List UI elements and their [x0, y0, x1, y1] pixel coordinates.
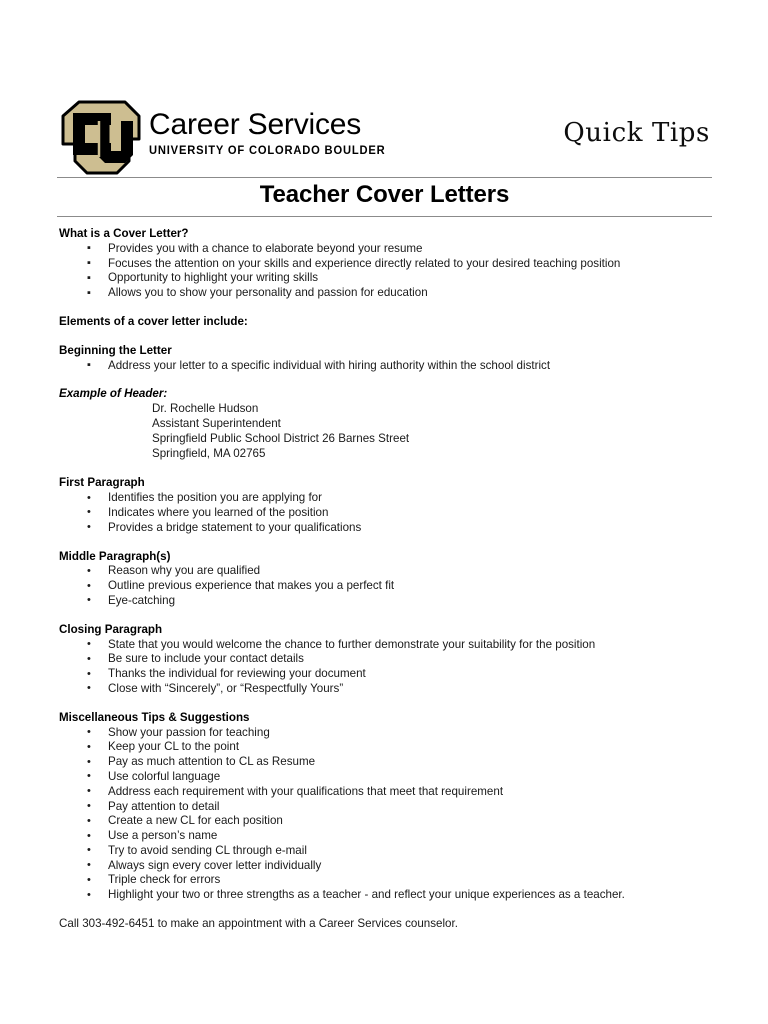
- list-item: ▪ Provides you with a chance to elaborate beyond your resume: [59, 242, 719, 257]
- list-item: • State that you would welcome the chance to further demonstrate your suitability for the position: [59, 638, 719, 653]
- document-body: [59, 227, 719, 932]
- brand-subtitle: UNIVERSITY OF COLORADO BOULDER: [149, 145, 386, 157]
- brand-block: [149, 108, 479, 158]
- section-heading-first-paragraph: First Paragraph: [59, 476, 145, 490]
- list-item: ▪ Focuses the attention on your skills and experience directly related to your desired teaching position: [59, 257, 719, 272]
- list-item: • Close with “Sincerely”, or “Respectfully Yours”: [59, 682, 719, 697]
- list-item: • Show your passion for teaching: [59, 726, 719, 741]
- section-heading-example-of-header: Example of Header:: [59, 387, 168, 401]
- list-item: • Thanks the individual for reviewing your document: [59, 667, 719, 682]
- section-heading-elements: Elements of a cover letter include:: [59, 314, 248, 328]
- section-heading-beginning-the-letter: Beginning the Letter: [59, 343, 172, 357]
- title-rule-bottom: [57, 216, 712, 217]
- list-item: • Outline previous experience that makes you a perfect fit: [59, 579, 719, 594]
- list-first-paragraph: [59, 491, 719, 535]
- list-what-is-a-cover-letter: [59, 242, 719, 301]
- list-item: • Create a new CL for each position: [59, 814, 719, 829]
- call-to-action-text: Call 303-492-6451 to make an appointment with a Career Services counselor.: [59, 917, 458, 931]
- list-item: ▪ Opportunity to highlight your writing skills: [59, 271, 719, 286]
- list-item: • Try to avoid sending CL through e-mail: [59, 844, 719, 859]
- address-line: Dr. Rochelle Hudson: [152, 402, 259, 416]
- address-line: Assistant Superintendent: [152, 416, 281, 430]
- list-item: • Pay attention to detail: [59, 800, 719, 815]
- list-item: • Be sure to include your contact details: [59, 652, 719, 667]
- list-item: • Eye-catching: [59, 594, 719, 609]
- list-item: • Highlight your two or three strengths as a teacher - and reflect your unique experiences as a teacher.: [59, 888, 719, 903]
- list-item: • Always sign every cover letter individually: [59, 859, 719, 874]
- list-item: • Use colorful language: [59, 770, 719, 785]
- page-title: Teacher Cover Letters: [259, 181, 510, 208]
- address-line: Springfield, MA 02765: [152, 446, 266, 460]
- list-miscellaneous-tips: [59, 726, 719, 904]
- example-header-address-block: [59, 402, 719, 461]
- title-rule-top: [57, 177, 712, 178]
- list-item: ▪ Address your letter to a specific individual with hiring authority within the school district: [59, 359, 719, 374]
- list-item: • Triple check for errors: [59, 873, 719, 888]
- list-item: • Reason why you are qualified: [59, 564, 719, 579]
- list-item: • Use a person’s name: [59, 829, 719, 844]
- list-item: • Provides a bridge statement to your qualifications: [59, 521, 719, 536]
- section-heading-closing-paragraph: Closing Paragraph: [59, 622, 163, 636]
- section-heading-miscellaneous-tips: Miscellaneous Tips & Suggestions: [59, 710, 250, 724]
- brand-title: Career Services: [149, 108, 362, 141]
- list-middle-paragraphs: [59, 564, 719, 608]
- list-closing-paragraph: [59, 638, 719, 697]
- list-item: • Identifies the position you are applying for: [59, 491, 719, 506]
- list-item: ▪ Allows you to show your personality and passion for education: [59, 286, 719, 301]
- section-heading-middle-paragraphs: Middle Paragraph(s): [59, 549, 171, 563]
- section-heading-what-is-a-cover-letter: What is a Cover Letter?: [59, 227, 189, 240]
- address-line: Springfield Public School District 26 Barnes Street: [152, 431, 410, 445]
- list-item: • Indicates where you learned of the position: [59, 506, 719, 521]
- list-item: • Keep your CL to the point: [59, 740, 719, 755]
- quick-tips-label: Quick Tips: [563, 118, 710, 148]
- list-item: • Address each requirement with your qualifications that meet that requirement: [59, 785, 719, 800]
- document-header: [57, 96, 712, 176]
- list-beginning-the-letter: [59, 359, 719, 374]
- list-item: • Pay as much attention to CL as Resume: [59, 755, 719, 770]
- cu-interlocking-logo-icon: [59, 99, 145, 175]
